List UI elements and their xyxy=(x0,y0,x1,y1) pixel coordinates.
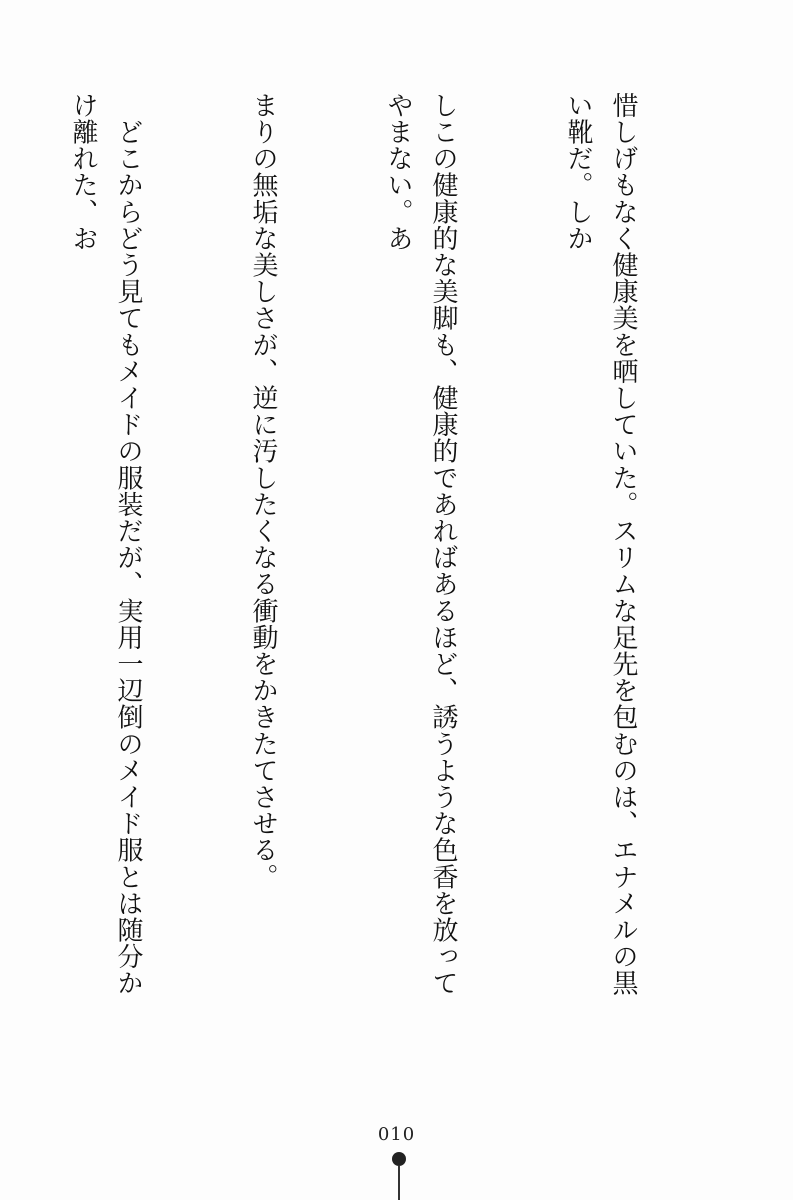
text-line: しこの健康的な美脚も、健康的であればあるほど、誘うような色香を放ってやまない。あ xyxy=(383,92,458,997)
page-number: 010 xyxy=(377,1124,416,1145)
bookmark-bead-icon xyxy=(392,1152,406,1166)
bookmark-string xyxy=(398,1166,400,1200)
text-line: まりの無垢な美しさが、逆に汚したくなる衝動をかきたてさせる。 xyxy=(248,92,278,890)
text-line: 惜しげもなく健康美を晒していた。スリムな足先を包むのは、エナメルの黒い靴だ。しか xyxy=(563,92,638,997)
text-line: どこからどう見てもメイドの服装だが、実用一辺倒のメイド服とは随分かけ離れた、お xyxy=(68,92,143,997)
vertical-text-body xyxy=(45,92,735,1022)
